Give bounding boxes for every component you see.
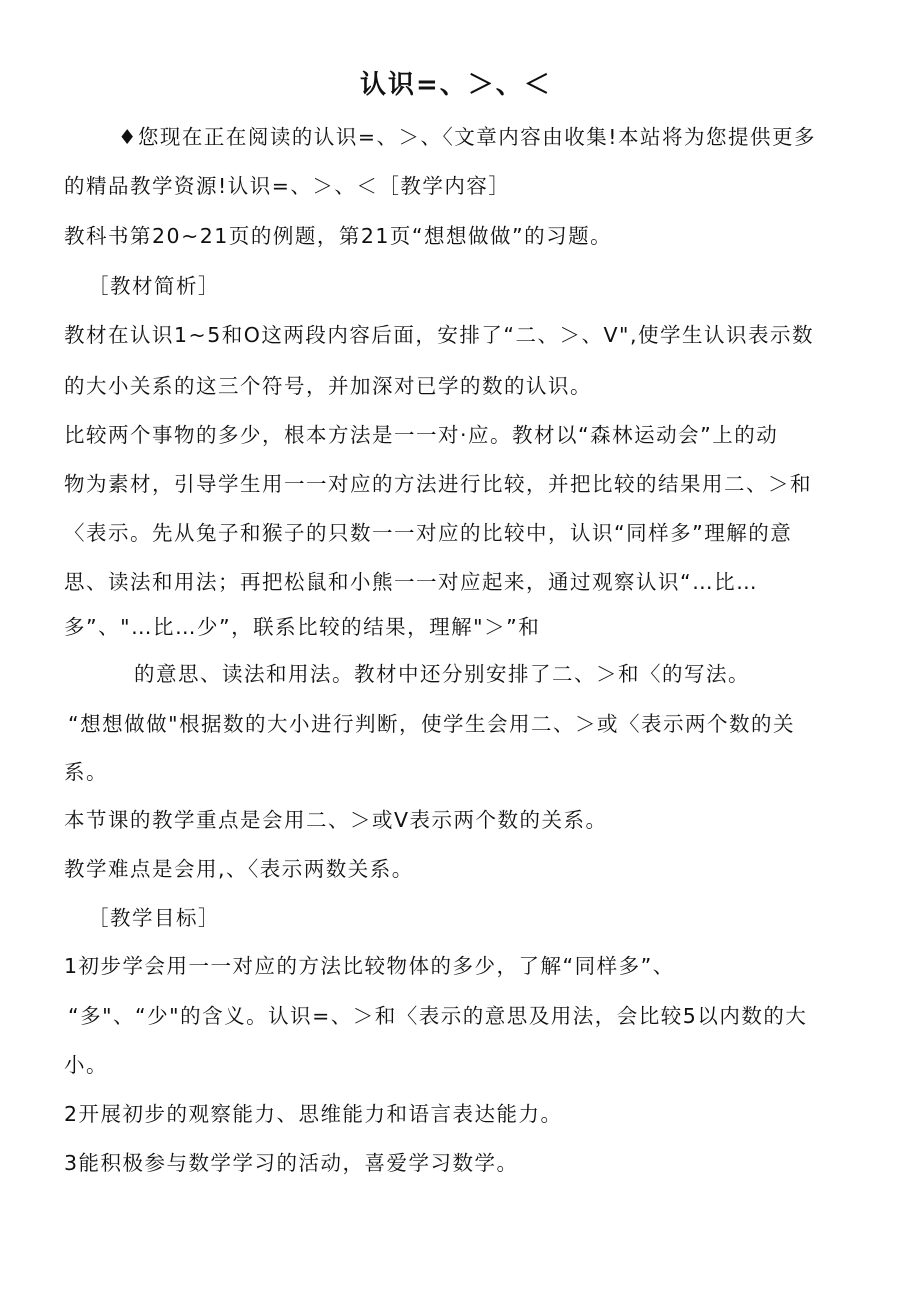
paragraph-line: 本节课的教学重点是会用二、＞或V表示两个数的关系。 [64,808,608,832]
paragraph-line: 思、读法和用法；再把松鼠和小熊一一对应起来，通过观察认识“…比… [64,570,759,594]
paragraph-line: 教学难点是会用,、〈表示两数关系。 [64,857,414,881]
paragraph-line: 教材在认识1~5和O这两段内容后面，安排了“二、＞、V",使学生认识表示数 [64,323,814,347]
paragraph-line: 小。 [64,1053,108,1077]
section-heading: ［教材简析］ [88,274,220,298]
paragraph-line: 多”、"…比…少”，联系比较的结果，理解"＞”和 [64,615,541,639]
paragraph-line: 〈表示。先从兔子和猴子的只数一一对应的比较中，认识“同样多”理解的意 [64,521,793,545]
paragraph-line: 系。 [64,760,108,784]
paragraph-line: 比较两个事物的多少，根本方法是一一对·应。教材以“森林运动会”上的动 [64,423,779,447]
paragraph-line: “多"、“少"的含义。认识=、＞和〈表示的意思及用法，会比较5以内数的大 [68,1004,808,1028]
paragraph-line: “想想做做"根据数的大小进行判断，使学生会用二、＞或〈表示两个数的关 [68,712,796,736]
paragraph-line: 的精品教学资源!认识=、＞、＜［教学内容］ [64,174,511,198]
paragraph-line: 的大小关系的这三个符号，并加深对已学的数的认识。 [64,374,592,398]
page-title: 认识=、＞、＜ [360,70,552,100]
paragraph-line: ♦您现在正在阅读的认识=、＞、〈文章内容由收集!本站将为您提供更多 [118,125,817,149]
section-heading: ［教学目标］ [88,906,220,930]
paragraph-line: 1初步学会用一一对应的方法比较物体的多少，了解“同样多”、 [64,954,675,978]
paragraph-line: 物为素材，引导学生用一一对应的方法进行比较，并把比较的结果用二、＞和 [64,472,812,496]
paragraph-line: 2开展初步的观察能力、思维能力和语言表达能力。 [64,1102,563,1126]
paragraph-line: 教科书第20~21页的例题，第21页“想想做做”的习题。 [64,224,613,248]
paragraph-line: 3能积极参与数学学习的活动，喜爱学习数学。 [64,1151,519,1175]
paragraph-line: 的意思、读法和用法。教材中还分别安排了二、＞和〈的写法。 [134,662,750,686]
